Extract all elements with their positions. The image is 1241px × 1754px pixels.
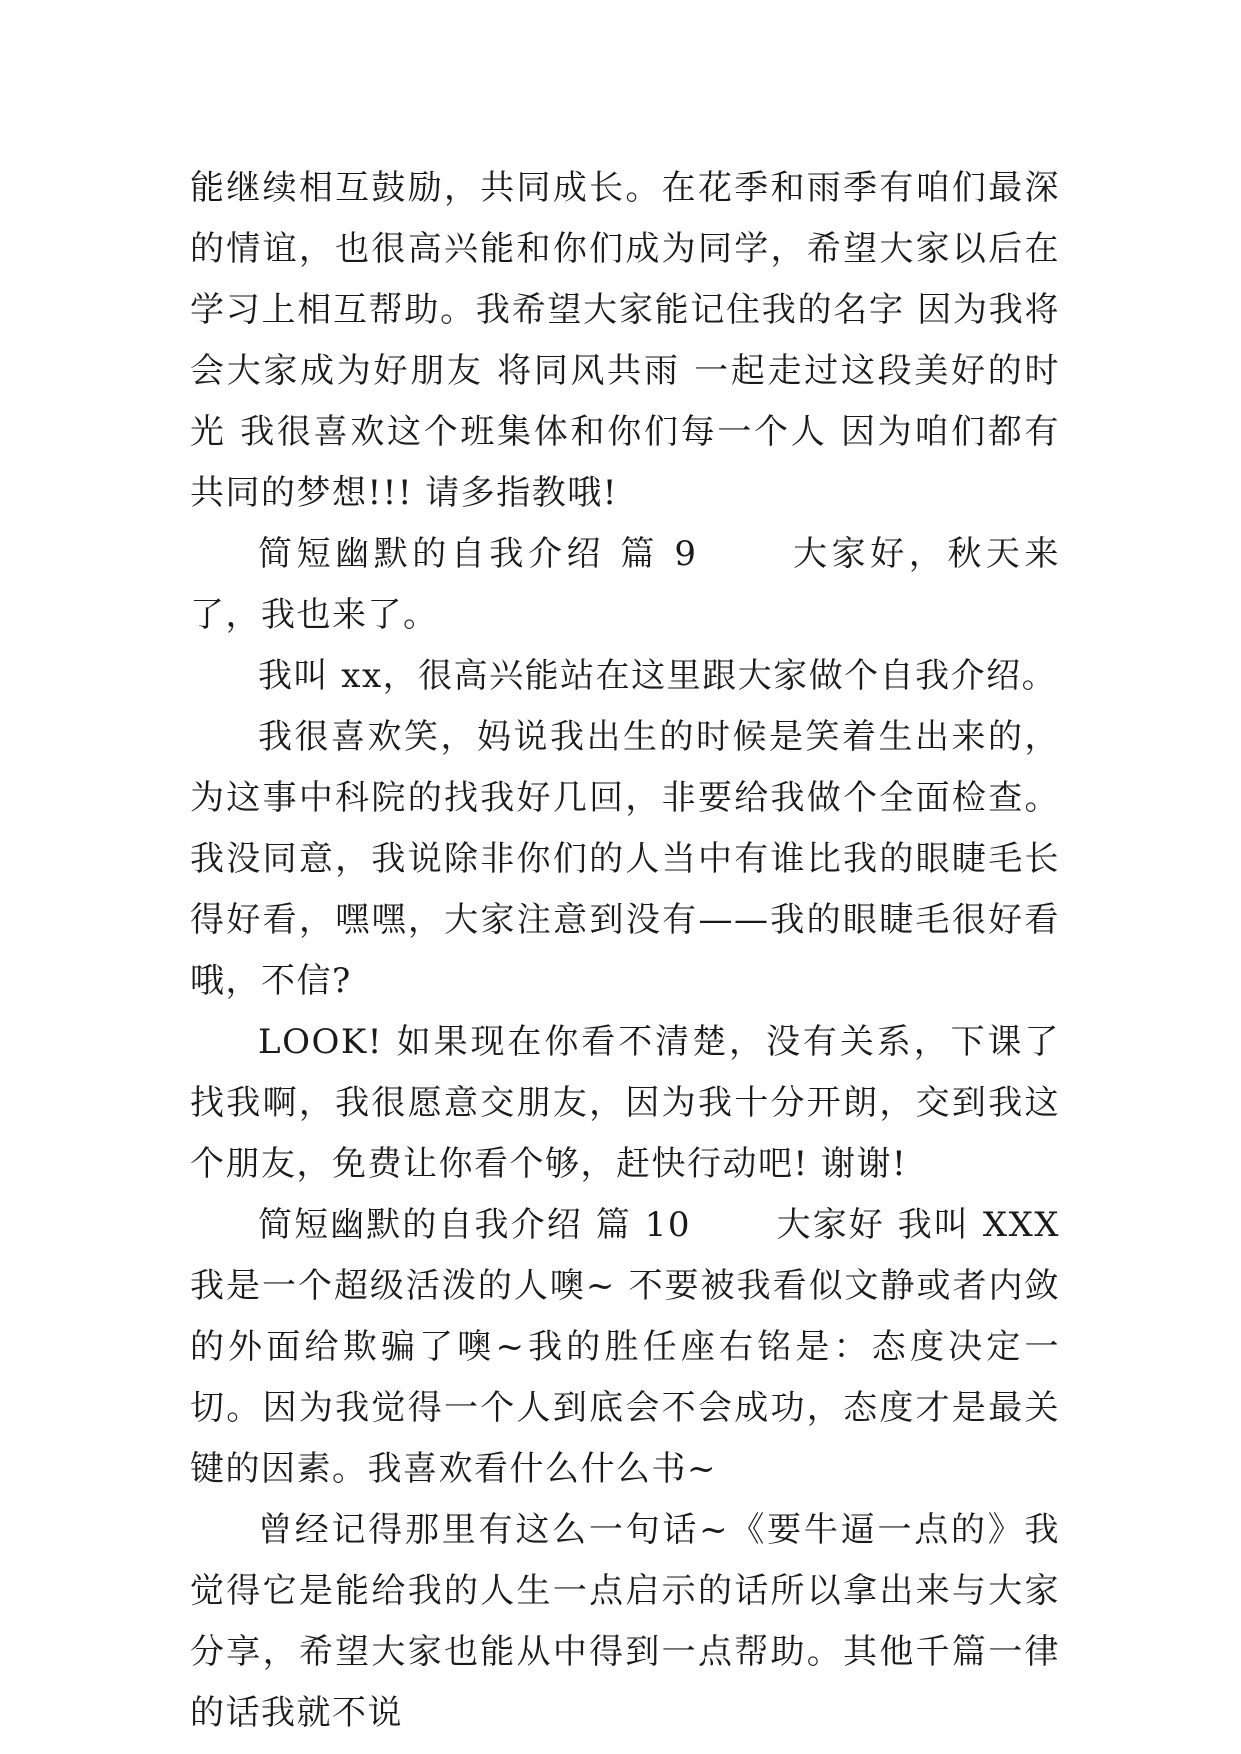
paragraph: LOOK! 如果现在你看不清楚，没有关系，下课了找我啊，我很愿意交朋友，因为我十分开朗，交到我这个朋友，免费让你看个够，赶快行动吧! 谢谢! <box>190 1022 1060 1184</box>
document-body <box>190 158 1060 1744</box>
paragraph: 曾经记得那里有这么一句话~《要牛逼一点的》我觉得它是能给我的人生一点启示的话所以拿出来与大家分享，希望大家也能从中得到一点帮助。其他千篇一律的话我就不说 <box>190 1510 1060 1733</box>
paragraph-section-10-heading: 简短幽默的自我介绍 篇 10 大家好 我叫 XXX 我是一个超级活泼的人噢~ 不要被我看似文静或者内敛的外面给欺骗了噢~我的胜任座右铭是：态度决定一切。因为我觉得一个人到底会不会成功，态度才是最关键的因素。我喜欢看什么什么书~ <box>190 1205 1060 1489</box>
paragraph: 我很喜欢笑，妈说我出生的时候是笑着生出来的，为这事中科院的找我好几回，非要给我做个全面检查。我没同意，我说除非你们的人当中有谁比我的眼睫毛长得好看，嘿嘿，大家注意到没有——我的眼睫毛很好看哦，不信? <box>190 717 1060 1001</box>
paragraph: 我叫 xx，很高兴能站在这里跟大家做个自我介绍。 <box>258 656 1058 696</box>
paragraph: 能继续相互鼓励，共同成长。在花季和雨季有咱们最深的情谊，也很高兴能和你们成为同学，希望大家以后在学习上相互帮助。我希望大家能记住我的名字 因为我将会大家成为好朋友 将同风共雨 一起走过这段美好的时光 我很喜欢这个班集体和你们每一个人 因为咱们都有共同的梦想!!! 请多指教哦! <box>190 168 1060 513</box>
paragraph-section-9-heading: 简短幽默的自我介绍 篇 9 大家好，秋天来了，我也来了。 <box>190 534 1060 635</box>
